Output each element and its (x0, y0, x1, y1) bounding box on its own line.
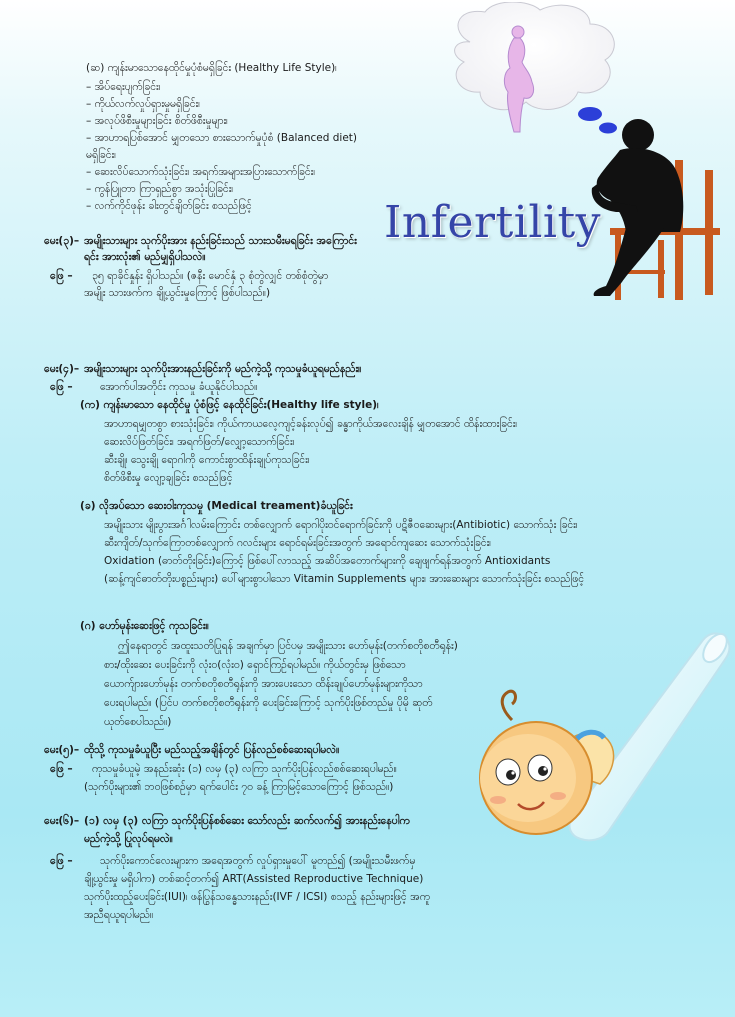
answer-text: ချို့ယွင်းမှု မရှိပါက) တစ်ဆင့်တက်၍ ART(Assisted Reproductive Technique) (84, 873, 424, 885)
question-text: မည်ကဲ့သို့ ပြုလုပ်ရမလဲ။ (84, 833, 173, 845)
baby-test-tube-graphic (458, 600, 735, 900)
sec-a-item: – ကိုယ်လက်လှုပ်ရှားမှုမရှိခြင်း၊ (86, 98, 200, 110)
answer-text: သုက်ပိုးကောင်လေးများက အရေအတွက် လှုပ်ရှားမှုပေါ် မူတည်၍ (အမျိုးသမီးဖက်မှ (100, 855, 416, 867)
answer-text: သုက်ပိုးထည့်ပေးခြင်း(IUI)၊ ဖန်ပြွန်သန္ဓေသားနည်း(IVF / ICSI) စသည့် နည်းများဖြင့် အကူ (84, 891, 430, 903)
k-line: ဆေးလိပ်ဖြတ်ခြင်း၊ အရက်ဖြတ်/လျှော့သောက်ခြင်း၊ (104, 436, 295, 448)
g-line: ယုတ်စေပါသည်။) (104, 716, 172, 728)
g-line: ဤနေရာတွင် အထူးသတိပြုရန် အချက်မှာ ပြင်ပမှ အမျိုးသား ဟော်မုန်း(တက်စတိုစတီရုန်း) (118, 640, 458, 652)
answer-text: ကုသမှုခံယူမဲ့ အနည်းဆုံး (၁) လမှ (၃) လကြာ သုက်ပိုးပြန်လည်စစ်ဆေးရပါမည်။ (92, 763, 397, 775)
sub-heading-g: (ဂ) ဟော်မုန်းဆေးဖြင့် ကုသခြင်း။ (80, 620, 209, 632)
k-line: ဆီးချို၊ သွေးချို ရောဂါကို ကောင်းစွာထိန်းချုပ်ကုသခြင်း၊ (104, 454, 310, 466)
answer-label: ဖြေ – (50, 855, 73, 867)
sec-a-item: – ဆေးလိပ်သောက်သုံးခြင်း၊ အရက်အများအပြားသောက်ခြင်း၊ (86, 166, 315, 178)
sec-a-heading: (ဆ) ကျန်းမာသောနေထိုင်မှုပုံစံမရှိခြင်း (Healthy Life Style)၊ (86, 62, 337, 74)
answer-text: အညီရယူရပါမည်။ (84, 909, 154, 921)
sec-a-item: – လက်ကိုင်ဖုန်း ခါးတွင်ချိတ်ခြင်း စသည်ဖြင့် (86, 200, 252, 212)
sec-a-item: – အိပ်ရေးပျက်ခြင်း၊ (86, 81, 161, 93)
answer-label: ဖြေ – (50, 763, 73, 775)
kh-line: ဆီးကျိတ်/သုက်ကြောတစ်လျှောက် ဂလင်းများ ရောင်ရမ်းခြင်းအတွက် အရောင်ကျဆေး သောက်သုံးခြင်း၊ (104, 537, 491, 549)
answer-text: (သုက်ပိုးများ၏ ဘဝဖြစ်စဉ်မှာ ရက်ပေါင်း ၇၀ ခန့် ကြာမြင့်သောကြောင့် ဖြစ်သည်။) (84, 781, 394, 793)
question-text: (၁) လမှ (၃) လကြာ သုက်ပိုးပြန်စစ်ဆေး သော်လည်း ဆက်လက်၍ အားနည်းနေပါက (84, 815, 410, 827)
kh-line: (ဆန့်ကျင်ဓာတ်တိုးပစ္စည်းများ) ပေါ်များစွာပါသော Vitamin Supplements များ၊ အားဆေးများ သောက်သုံးခြင်း စသည်ဖြင့် (104, 573, 585, 585)
k-line: အာဟာရမျှတစွာ စားသုံးခြင်း၊ ကိုယ်ကာယလေ့ကျင့်ခန်းလုပ်၍ ခန္ဓာကိုယ်အလေးချိန် မျှတအောင် ထိန်းထားခြင်း၊ (104, 418, 518, 430)
sec-a-item: – အာဟာရပြစ်အောင် မျှတသော စားသောက်မှုပုံစံ (Balanced diet) (86, 132, 358, 144)
seated-man-graphic (580, 100, 730, 305)
g-line: ပေးရပါမည်။ (ပြင်ပ တက်စတိုစတီရုန်းကို ပေးခြင်းကြောင့် သုက်ပိုးဖြစ်တည်မှု ပိုမို ဆုတ် (104, 697, 433, 709)
question-text: ထိုသို့ ကုသမှုခံယူပြီး မည်သည့်အချိန်တွင် ပြန်လည်စစ်ဆေးရပါမလဲ။ (84, 744, 340, 756)
k-line: စိတ်ဖိစီးမှု လျော့ချခြင်း စသည်ဖြင့် (104, 472, 233, 484)
answer-label: ဖြေ – (50, 381, 73, 393)
question-label: မေး(၄)– (44, 363, 80, 375)
g-line: ယောက်ျားဟော်မုန်း တက်စတိုစတီရုန်းကို အားပေးသော ထိန်းချုပ်ဟော်မုန်းများကိုသာ (104, 678, 423, 690)
answer-text: ၃၅ ရာခိုင်နှုန်း ရှိပါသည်။ (ဇနီး မောင်နှံ ၃ စုံတွဲလျှင် တစ်စုံတွဲမှာ (92, 270, 329, 282)
answer-label: ဖြေ – (50, 270, 73, 282)
sec-a-item: – ကွန်ပြူတာ ကြာရှည်စွာ အသုံးပြုခြင်း၊ (86, 183, 234, 195)
sub-heading-kh: (ခ) လိုအပ်သော ဆေးဝါးကုသမှု (Medical treament)ခံယူခြင်း (80, 500, 353, 512)
kh-line: အမျိုးသား မျိုးပွားအင်္ဂါလမ်းကြောင်း တစ်လျှောက် ရောဂါပိုးဝင်ရောက်ခြင်းကို ပဋိဇီဝဆေးများ(Antibiotic) သောက်သုံး ခြင်း၊ (104, 519, 578, 531)
kh-line: Oxidation (ဓာတ်တိုးခြင်း)ကြောင့် ဖြစ်ပေါ်လာသည့် အဆိပ်အတောက်များကို ချေဖျက်ရန်အတွက် Antioxidants (104, 555, 551, 567)
question-label: မေး(၃)– (44, 235, 80, 247)
question-label: မေး(၆)– (44, 815, 80, 827)
answer-text: အောက်ပါအတိုင်း ကုသမှု ခံယူနိုင်ပါသည်။ (100, 381, 258, 393)
sec-a-item: – အလုပ်ဖိစီးမှုများခြင်း စိတ်ဖိစီးမှုများ၊ (86, 115, 228, 127)
answer-text: အမျိုး သားဖက်က ချို့ယွင်းမှုကြောင့် ဖြစ်ပါသည်။) (84, 287, 271, 299)
question-label: မေး(၅)– (44, 744, 80, 756)
infertility-title: Infertility (384, 197, 602, 248)
question-text: ရင်း အားလုံး၏ မည်မျှရှိပါသလဲ။ (84, 251, 206, 263)
question-text: အမျိုးသားများ သုက်ပိုးအားနည်းခြင်းကို မည်ကဲ့သို့ ကုသမှုခံယူရမည်နည်း။ (84, 363, 362, 375)
sub-heading-k: (က) ကျန်းမာသော နေထိုင်မှု ပုံစံဖြင့် နေထိုင်ခြင်း(Healthy life style)၊ (80, 399, 379, 411)
sec-a-item: မရှိခြင်း၊ (86, 149, 116, 161)
g-line: စား/ထိုးဆေး ပေးခြင်းကို လုံး၀(လုံးဝ) ရှောင်ကြဉ်ရပါမည်။ ကိုယ်တွင်းမှ ဖြစ်သော (104, 659, 406, 671)
question-text: အမျိုးသားများ သုက်ပိုးအား နည်းခြင်းသည် သားသမီးမရခြင်း အကြောင်း (84, 235, 357, 247)
sad-man-icon (592, 119, 684, 296)
